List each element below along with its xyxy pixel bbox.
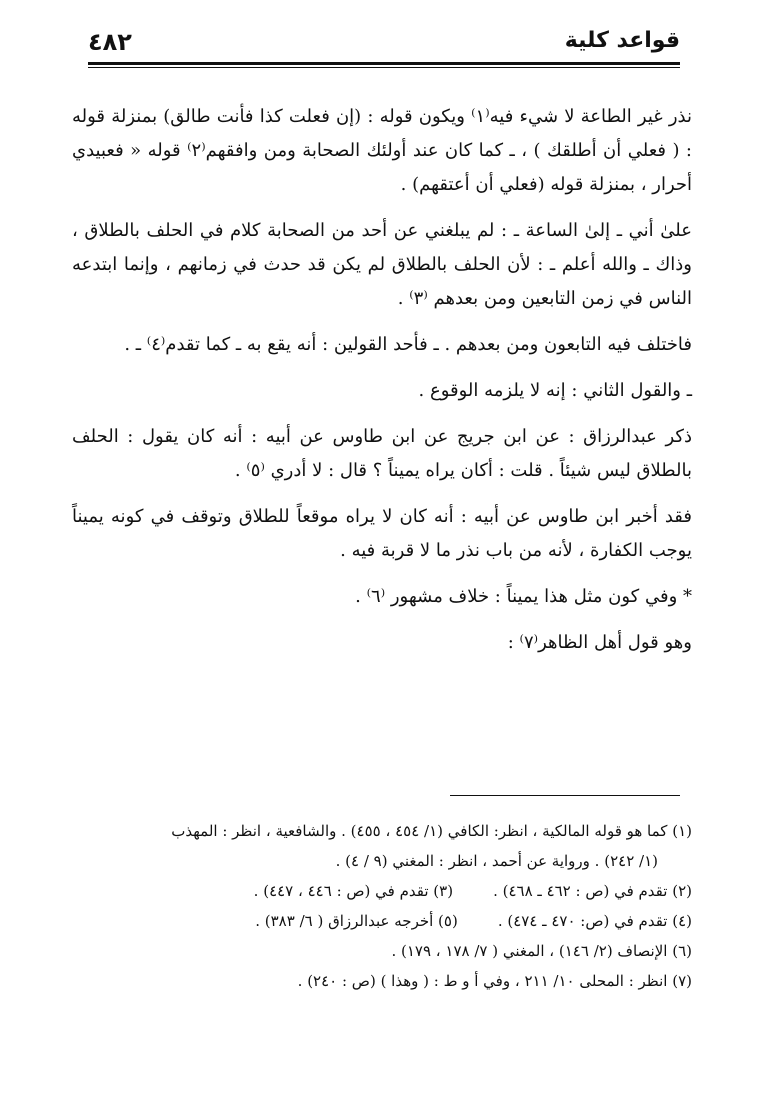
paragraph-6: فقد أخبر ابن طاوس عن أبيه : أنه كان لا يراه موقعاً للطلاق وتوقف في كونه يميناً يوجب الكفارة ، لأنه من باب نذر ما لا قربة فيه . [72, 506, 692, 561]
footnote-6: (٦) الإنصاف (٢/ ١٤٦) ، المغني ( ٧/ ١٧٨ ، ١٧٩) . [391, 942, 692, 960]
paragraph-2: علىٰ أني ـ إلىٰ الساعة ـ : لم يبلغني عن أحد من الصحابة كلام في الحلف بالطلاق ، وذاك ـ والله أعلم ـ : لأن الحلف بالطلاق لم يكن قد حدث في زمانهم ، وإنما ابتدعه الناس في زمن التابعين ومن بعدهم ⁽٣⁾ . [72, 220, 692, 309]
header-rule-thick [88, 62, 680, 65]
footnote-2: (٢) تقدم في (ص : ٤٦٢ ـ ٤٦٨) . [493, 882, 692, 900]
footnote-separator [450, 795, 680, 796]
running-header [88, 20, 680, 68]
footnote-5: (٥) أخرجه عبدالرزاق ( ٦/ ٣٨٣) . [255, 912, 458, 930]
footnotes [72, 816, 692, 996]
paragraph-8: وهو قول أهل الظاهر⁽٧⁾ : [507, 632, 692, 653]
paragraph-7: * وفي كون مثل هذا يميناً : خلاف مشهور ⁽٦⁾ . [355, 586, 692, 607]
footnote-row [72, 906, 692, 936]
footnote-3: (٣) تقدم في (ص : ٤٤٦ ، ٤٤٧) . [253, 882, 454, 900]
footnote-1-continued: (١/ ٢٤٢) . ورواية عن أحمد ، انظر : المغني (٩ / ٤) . [335, 852, 658, 870]
header-rule-thin [88, 67, 680, 68]
header-title: قواعد كلية [564, 28, 680, 53]
page-number: ٤٨٢ [88, 28, 132, 56]
footnote-7: (٧) انظر : المحلى ١٠/ ٢١١ ، وفي أ و ط : ( وهذا ) (ص : ٢٤٠) . [297, 972, 692, 990]
paragraph-1: نذر غير الطاعة لا شيء فيه⁽١⁾ ويكون قوله : (إن فعلت كذا فأنت طالق) بمنزلة قوله : ( فعلي أن أطلقك ) ، ـ كما كان عند أولئك الصحابة ومن وافقهم⁽٢⁾ قوله « فعبيدي أحرار ، بمنزلة قوله (فعلي أن أعتقهم) . [72, 106, 692, 195]
footnote-row [72, 876, 692, 906]
paragraph-5: ذكر عبدالرزاق : عن ابن جريج عن ابن طاوس عن أبيه : أنه كان يقول : الحلف بالطلاق ليس شيئاً . قلت : أكان يراه يميناً ؟ قال : لا أدري ⁽٥⁾ . [72, 426, 692, 481]
paragraph-3: فاختلف فيه التابعون ومن بعدهم . ـ فأحد القولين : أنه يقع به ـ كما تقدم⁽٤⁾ ـ . [124, 334, 692, 355]
main-text [72, 100, 692, 672]
footnote-4: (٤) تقدم في (ص: ٤٧٠ ـ ٤٧٤) . [497, 912, 692, 930]
footnote-1: (١) كما هو قوله المالكية ، انظر: الكافي (١/ ٤٥٤ ، ٤٥٥) . والشافعية ، انظر : المهذب [171, 822, 692, 840]
paragraph-4: ـ والقول الثاني : إنه لا يلزمه الوقوع . [418, 380, 692, 401]
